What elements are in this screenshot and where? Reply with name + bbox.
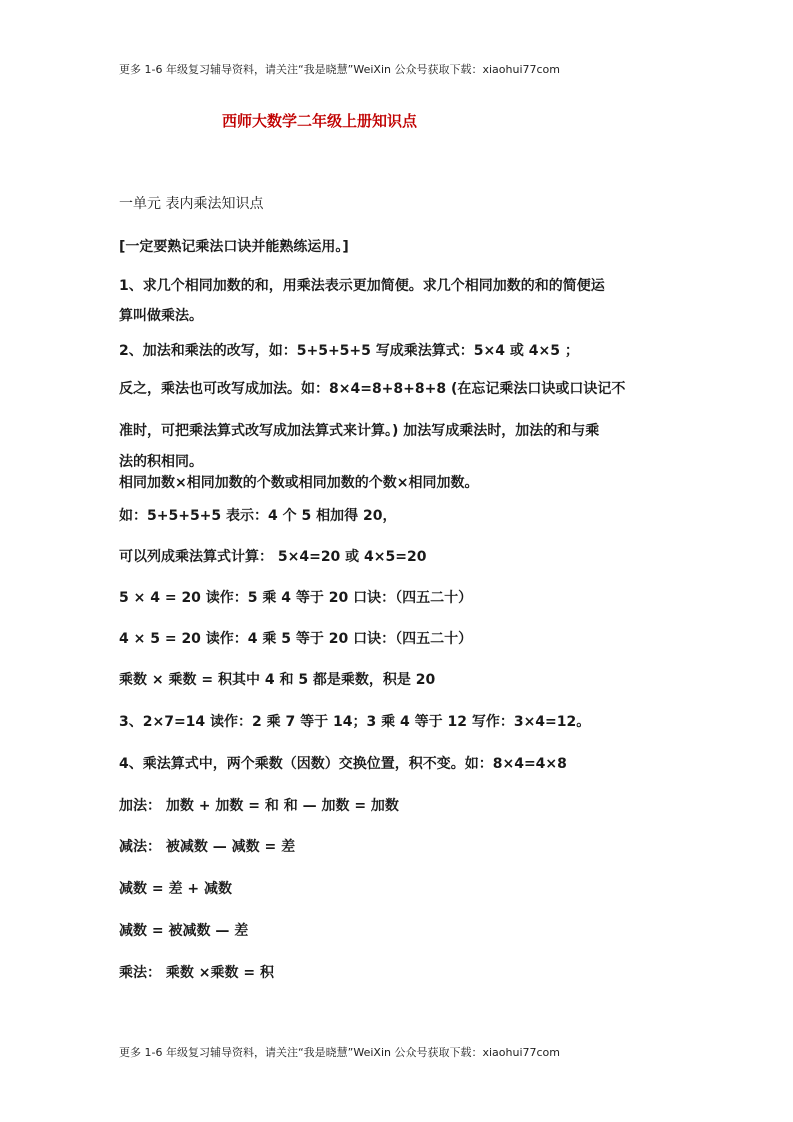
text-line: 法的积相同。 <box>119 454 203 470</box>
text-line: 2、加法和乘法的改写，如：5+5+5+5 写成乘法算式：5×4 或 4×5 ； <box>119 343 579 359</box>
text-line: 反之，乘法也可改写成加法。如：8×4=8+8+8+8 (在忘记乘法口诀或口诀记不 <box>119 381 626 397</box>
text-line: 乘法： 乘数 ×乘数 = 积 <box>119 965 274 981</box>
text-line: 5 × 4 = 20 读作：5 乘 4 等于 20 口诀：（四五二十） <box>119 590 473 606</box>
text-line: 3、2×7=14 读作：2 乘 7 等于 14；3 乘 4 等于 12 写作：3×4=12。 <box>119 714 591 730</box>
text-line: 减法： 被减数 — 减数 = 差 <box>119 839 296 855</box>
text-line: 1、求几个相同加数的和，用乘法表示更加简便。求几个相同加数的和的简便运 <box>119 278 605 294</box>
text-line: 4、乘法算式中，两个乘数（因数）交换位置，积不变。如：8×4=4×8 <box>119 756 567 772</box>
section-heading: 一单元 表内乘法知识点 <box>119 196 264 212</box>
text-line: 相同加数×相同加数的个数或相同加数的个数×相同加数。 <box>119 475 479 491</box>
text-line: 乘数 × 乘数 = 积其中 4 和 5 都是乘数，积是 20 <box>119 672 436 688</box>
text-line: 减数 = 被减数 — 差 <box>119 923 249 939</box>
page-footer: 更多 1-6 年级复习辅导资料，请关注“我是晓慧”WeiXin 公众号获取下载：xiaohui77com <box>119 1046 560 1059</box>
text-line: 减数 = 差 + 减数 <box>119 881 232 897</box>
text-line: 加法： 加数 + 加数 = 和 和 — 加数 = 加数 <box>119 798 399 814</box>
page-header: 更多 1-6 年级复习辅导资料，请关注“我是晓慧”WeiXin 公众号获取下载：xiaohui77com <box>119 63 560 76</box>
text-line: 算叫做乘法。 <box>119 308 203 324</box>
document-title: 西师大数学二年级上册知识点 <box>222 112 418 130</box>
text-line: 准时，可把乘法算式改写成加法算式来计算。) 加法写成乘法时，加法的和与乘 <box>119 423 600 439</box>
text-line: 可以列成乘法算式计算： 5×4=20 或 4×5=20 <box>119 549 427 565</box>
text-line: 4 × 5 = 20 读作：4 乘 5 等于 20 口诀：（四五二十） <box>119 631 473 647</box>
text-line: [一定要熟记乘法口诀并能熟练运用。] <box>119 239 349 255</box>
text-line: 如：5+5+5+5 表示：4 个 5 相加得 20， <box>119 508 397 524</box>
